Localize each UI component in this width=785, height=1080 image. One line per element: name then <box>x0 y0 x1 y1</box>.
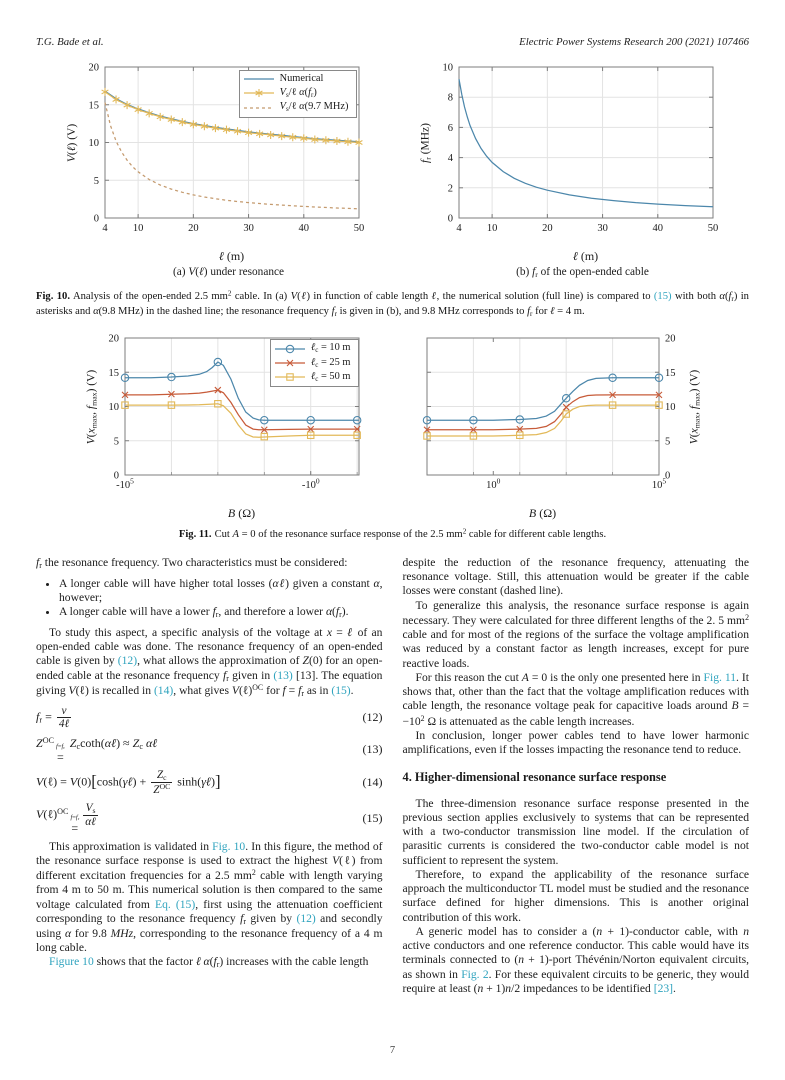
svg-text:20: 20 <box>187 223 199 234</box>
svg-text:-100: $-10^0$ <box>301 476 320 492</box>
paragraph: For this reason the cut A = 0 is the only one presented here in Fig. 11. It shows that, other than the fact that the voltage amplification reduces with cable length, the resonance voltage peak for capacitive loads around $B = -10^2$ Ω is attenuated as the cable length increases. <box>402 670 749 728</box>
left-column <box>36 556 383 996</box>
bullet-list <box>36 577 383 620</box>
figure-11 <box>36 329 749 543</box>
svg-text:30: 30 <box>596 223 608 234</box>
svg-text:50: 50 <box>707 223 718 234</box>
header-journal: Electric Power Systems Research 200 (2021) 107466 <box>519 36 749 48</box>
fig11a-ylabel: V(xmax, fmax) (V) <box>85 369 98 445</box>
svg-text:10: 10 <box>486 223 497 234</box>
fig11b-chart <box>415 329 705 520</box>
fig10a-subcaption: (a) V(ℓ) under resonance <box>172 266 285 279</box>
equation-13 <box>36 736 383 763</box>
fig10b-xlabel: ℓ (m) <box>572 249 599 263</box>
fig10a-legend <box>239 70 357 118</box>
legend-label: Vs/ℓ α(fr) <box>279 87 317 99</box>
fig11a-chart <box>81 329 371 520</box>
equation-15 <box>36 802 383 834</box>
reference-link[interactable]: Figure 10 <box>49 955 94 969</box>
svg-text:10: 10 <box>132 223 143 234</box>
svg-text:4: 4 <box>101 223 108 234</box>
reference-link[interactable]: (13) <box>273 668 293 682</box>
svg-text:4: 4 <box>455 223 462 234</box>
body-columns <box>36 556 749 996</box>
overset-equals: f=fr = <box>56 743 65 764</box>
svg-text:5: 5 <box>113 436 119 448</box>
fig11-caption-label: Fig. 11. <box>178 529 212 541</box>
reference-link[interactable]: (15) <box>331 684 351 698</box>
svg-text:100: $10^0$ <box>485 476 500 492</box>
page-number: 7 <box>389 1045 396 1056</box>
legend-entry <box>274 356 351 370</box>
legend-entry <box>243 100 349 114</box>
fig10-caption <box>36 288 749 319</box>
svg-text:40: 40 <box>298 223 309 234</box>
legend-swatch <box>274 343 306 355</box>
page-footer <box>0 1045 785 1056</box>
reference-link[interactable]: (15) <box>653 290 672 302</box>
legend-label: ℓc = 10 m <box>310 342 351 355</box>
fig11b-wrap <box>415 329 705 520</box>
svg-text:2: 2 <box>447 183 453 195</box>
fig11a-legend <box>270 339 359 387</box>
fig11b-xlabel: B (Ω) <box>528 506 557 521</box>
svg-text:30: 30 <box>242 223 254 234</box>
fig11a-wrap <box>81 329 371 520</box>
paragraph: To study this aspect, a specific analysis of the voltage at x = ℓ of an open-ended cable was done. The resonance frequency of an open-ended cable is given by (12), what allows the approximation of Z(0) for an open-ended cable at the resonance frequency fr given in (13) [13]. The equation giving V(ℓ) is recalled in (14), what gives V(ℓ)$^{OC}$ for f = fr as in (15). <box>36 625 383 699</box>
bullet-item: • A longer cable will have a lower fr, and therefore a lower α(fr). <box>59 605 383 620</box>
fig10a-ylabel: V(ℓ) (V) <box>65 123 78 162</box>
equation-number: (12) <box>362 710 383 725</box>
svg-text:10: 10 <box>88 138 99 149</box>
legend-entry <box>274 370 351 384</box>
fig10b-chart <box>415 58 725 263</box>
reference-link[interactable]: Fig. 2 <box>461 967 489 981</box>
bullet-item: • A longer cable will have higher total losses (αℓ) given a constant α, however; <box>59 577 383 606</box>
svg-text:10: 10 <box>442 62 453 74</box>
svg-text:0: 0 <box>447 213 453 225</box>
equation-number: (13) <box>362 742 383 757</box>
legend-entry <box>274 341 351 355</box>
fig10b-plot <box>415 58 725 244</box>
paragraph: Figure 10 shows that the factor ℓ α(fr) increases with the cable length <box>49 955 369 970</box>
equation-number: (15) <box>362 810 383 825</box>
svg-text:5: 5 <box>664 436 670 448</box>
reference-link[interactable]: (12) <box>296 911 316 925</box>
reference-link[interactable]: (14) <box>153 684 174 698</box>
svg-text:5: 5 <box>93 175 99 187</box>
equation-12 <box>36 705 383 730</box>
paragraph: To generalize this analysis, the resonance surface response is again necessary. They were calculated for three different lengths of the 2. 5 $mm^2$ cable and for most of the regions of the surface the voltage amplification was reduced by a constant factor as length increases, except for pure reactive loads. <box>402 598 749 670</box>
svg-text:20: 20 <box>88 62 99 74</box>
paragraph: fr the resonance frequency. Two characteristics must be considered: <box>36 555 348 570</box>
legend-entry <box>243 86 349 100</box>
legend-label: ℓc = 50 m <box>310 370 351 383</box>
fig10a-xlabel: ℓ (m) <box>218 249 245 263</box>
fraction: $\frac{Zc}{Z^{OC}}$ <box>153 768 171 796</box>
equation-body: V(ℓ) = V(0)[cosh(γℓ) + $\frac{Zc}{Z^{OC}}$ sinh(γℓ)] <box>36 768 221 796</box>
equation-body: fr = $\frac{v}{\text{4ℓ}}$ <box>36 704 70 730</box>
overset-equals: f=fr = <box>70 814 80 835</box>
reference-link[interactable]: (12) <box>117 654 138 668</box>
figure-10-charts <box>36 58 749 279</box>
figure-11-charts <box>36 329 749 520</box>
fig10-caption-label: Fig. 10. <box>36 290 70 302</box>
legend-swatch <box>274 371 306 383</box>
figure-10 <box>36 58 749 319</box>
svg-text:15: 15 <box>108 368 119 380</box>
reference-link[interactable]: Fig. 10 <box>212 839 246 853</box>
paragraph: despite the reduction of the resonance frequency, attenuating the resonance voltage. Still, this attenuation would be greater if the cable losses were constant (dashed line). <box>402 555 749 598</box>
fig10a-wrap <box>61 58 371 279</box>
fig11-caption <box>36 527 749 543</box>
reference-link[interactable]: Fig. 11 <box>703 670 737 684</box>
fraction: $\frac{Vs}{\text{αℓ}}$ <box>85 802 96 829</box>
fig11a-xlabel: B (Ω) <box>227 506 256 521</box>
page-header <box>36 0 749 48</box>
svg-text:15: 15 <box>664 368 675 380</box>
legend-swatch <box>243 102 275 114</box>
svg-text:50: 50 <box>353 223 364 234</box>
right-column <box>403 556 750 996</box>
paragraph: In conclusion, longer power cables tend to have lower harmonic amplifications, even if the losses impacting the resonance tend to reduce. <box>402 728 749 757</box>
svg-text:105: $10^5$ <box>651 476 666 492</box>
svg-text:0: 0 <box>93 213 99 225</box>
svg-text:20: 20 <box>541 223 553 234</box>
svg-text:20: 20 <box>108 333 119 345</box>
paragraph: This approximation is validated in Fig. 10. In this figure, the method of the resonance surface response is used to extract the highest V(ℓ) from different excitation frequencies for a 2.5 $mm^2$ cable with length varying from 4 m to 50 m. This numerical solution is then compared to the same voltage calculated from Eq. (15), first using the attenuation coefficient corresponding to the resonance frequency fr given by (12) and secondly using α for 9.8 MHz, corresponding to the resonance frequency of a 4 m long cable. <box>36 839 383 954</box>
svg-text:8: 8 <box>447 92 453 104</box>
legend-swatch <box>243 73 275 85</box>
equation-14 <box>36 769 383 796</box>
fraction: $\frac{v}{\text{4ℓ}}$ <box>58 704 70 730</box>
svg-text:-105: $-10^5$ <box>115 476 134 492</box>
fig10a-chart <box>61 58 371 263</box>
equation-number: (14) <box>362 775 383 790</box>
fig11-caption-text: Cut A = 0 of the resonance surface response of the 2.5 $mm^2$ cable for different cable lengths. <box>214 527 607 541</box>
legend-swatch <box>243 87 275 99</box>
svg-text:15: 15 <box>88 100 99 112</box>
section-heading: 4. Higher-dimensional resonance surface response <box>402 770 667 785</box>
fig11b-plot <box>415 329 705 501</box>
fig11b-ylabel: V(xmax, fmax) (V) <box>688 369 701 445</box>
svg-text:6: 6 <box>447 122 453 134</box>
reference-link[interactable]: Eq. (15) <box>155 897 196 911</box>
fig10b-wrap <box>415 58 725 279</box>
legend-label: ℓc = 25 m <box>310 356 351 369</box>
paragraph: Therefore, to expand the applicability of the resonance surface approach the multiconductor TL model must be studied and the resonance surface defined for higher dimensions. This is another original contribution of this work. <box>402 867 749 924</box>
svg-text:40: 40 <box>652 223 663 234</box>
paragraph: A generic model has to consider a (n + 1)-conductor cable, with n active conductors and one reference conductor. This cable would have its terminals connected to (n + 1)-port Thévénin/Norton equivalent circuits, as shown in Fig. 2. For these equivalent circuits to be generic, they would require at least (n + 1)n/2 impedances to be identified [23]. <box>402 924 750 995</box>
legend-label: Vs/ℓ α(9.7 MHz) <box>279 101 349 114</box>
svg-text:10: 10 <box>664 402 675 414</box>
fig10-caption-text: Analysis of the open-ended 2.5 $mm^2$ cable. In (a) V(ℓ) in function of cable length ℓ, the numerical solution (full line) is compared to (15) with both α(fr) in asterisks and α(9.8 MHz) in the dashed line; the resonance frequency fr is given in (b), and 9.8 MHz corresponds to fr for ℓ = 4 m. <box>36 289 749 318</box>
svg-text:0: 0 <box>113 470 119 482</box>
svg-text:4: 4 <box>447 153 453 165</box>
fig10b-ylabel: fr (MHz) <box>419 122 432 163</box>
svg-text:0: 0 <box>664 470 670 482</box>
legend-swatch <box>274 357 306 369</box>
header-author: T.G. Bade et al. <box>36 36 104 48</box>
svg-text:20: 20 <box>664 333 675 345</box>
legend-label: Numerical <box>279 73 324 84</box>
svg-text:10: 10 <box>108 402 119 414</box>
fig10b-subcaption: (b) fr of the open-ended cable <box>516 266 649 280</box>
equation-body: $Z^{OC}$ f=fr = Zccoth(αℓ) ≈ Zc αℓ <box>36 736 158 764</box>
paragraph: The three-dimension resonance surface response presented in the previous section applies exclusively to systems that can be represented with a two-conductor transmission line model. If the circulation of parasitic currents is considered the two-conductor cable model is not sufficient to represent the system. <box>402 796 749 867</box>
equation-body: V(ℓ)$^{OC}$ f=fr = $\frac{Vs}{\text{αℓ}}$ <box>36 802 96 835</box>
legend-entry <box>243 72 349 86</box>
reference-link[interactable]: [23] <box>653 981 674 995</box>
